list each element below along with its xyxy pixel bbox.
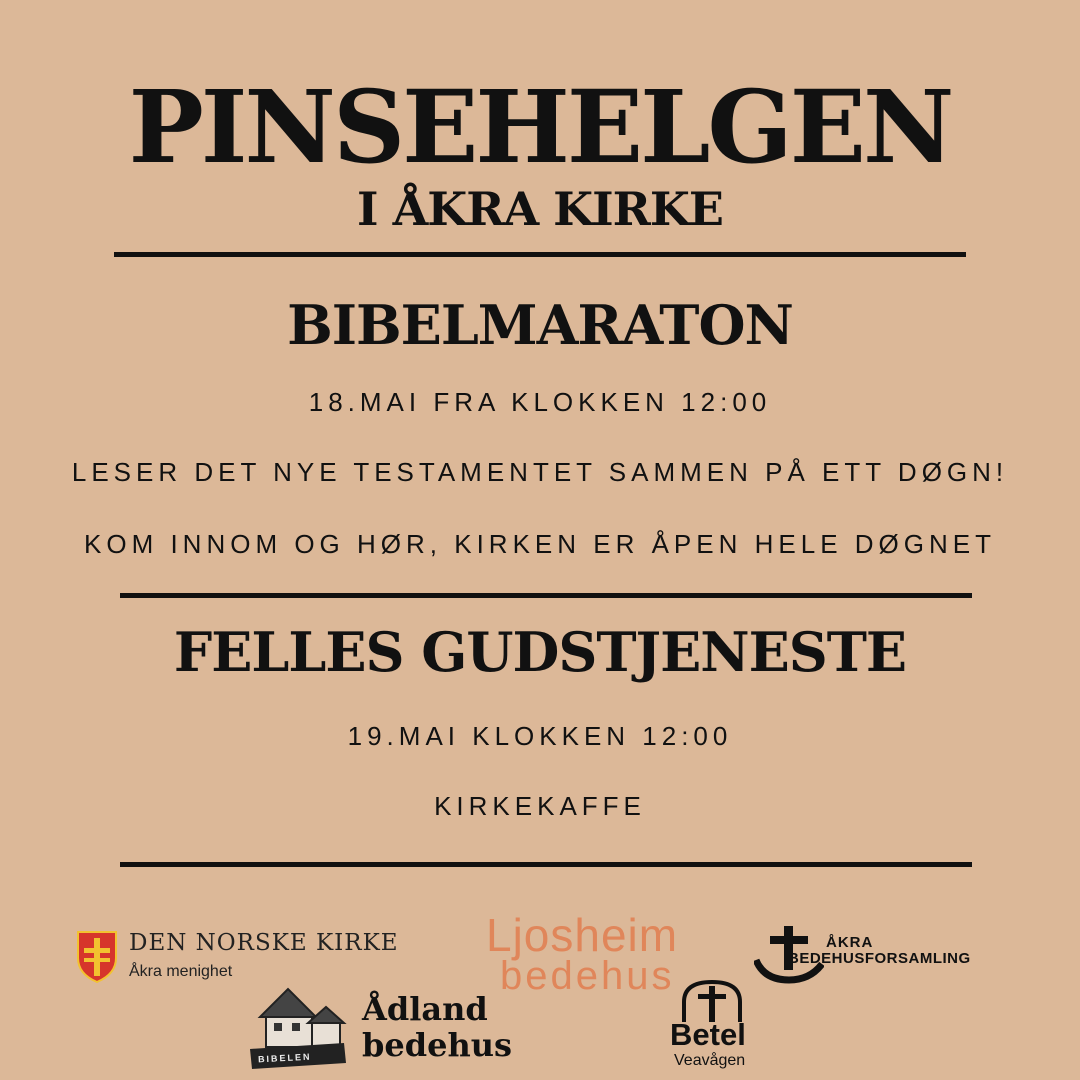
church-shield-icon bbox=[76, 930, 118, 984]
logo-ljosheim-line2: bedehus bbox=[500, 954, 675, 998]
page-subtitle: I ÅKRA KIRKE bbox=[357, 182, 723, 236]
section2-line-date: 19.MAI KLOKKEN 12:00 bbox=[347, 721, 733, 751]
logo-dnk-sub: Åkra menighet bbox=[129, 963, 233, 980]
logo-adland bbox=[248, 983, 513, 1075]
logo-ljosheim bbox=[486, 910, 686, 1000]
section-heading-bibelmaraton: BIBELMARATON bbox=[287, 293, 793, 357]
logo-ljosheim-line1: Ljosheim bbox=[486, 909, 679, 961]
divider-middle bbox=[120, 593, 972, 598]
logo-adland-line2: bedehus bbox=[362, 1026, 513, 1064]
logo-betel bbox=[668, 978, 768, 1074]
section1-line-date: 18.MAI FRA KLOKKEN 12:00 bbox=[308, 387, 772, 417]
logo-dnk-name: DEN NORSKE KIRKE bbox=[129, 930, 399, 956]
section1-line-reading: LESER DET NYE TESTAMENTET SAMMEN PÅ ETT DØGN! bbox=[71, 457, 1009, 487]
logo-den-norske-kirke bbox=[76, 930, 399, 990]
logo-adland-banner: BIBELEN bbox=[257, 1051, 312, 1065]
logo-akra-bedehusforsamling bbox=[754, 924, 984, 984]
section1-line-open: KOM INNOM OG HØR, KIRKEN ER ÅPEN HELE DØGNET bbox=[84, 529, 996, 559]
logo-betel-line1: Betel bbox=[670, 1017, 746, 1052]
logo-betel-line2: Veavågen bbox=[674, 1052, 746, 1069]
logo-adland-line1: Ådland bbox=[362, 990, 488, 1028]
divider-bottom bbox=[120, 862, 972, 867]
section-heading-gudstjeneste: FELLES GUDSTJENESTE bbox=[173, 620, 907, 684]
section2-line-kaffe: KIRKEKAFFE bbox=[434, 791, 646, 821]
divider-top bbox=[114, 252, 966, 257]
logo-akra-line2: BEDEHUSFORSAMLING bbox=[788, 950, 971, 967]
page-title: PINSEHELGEN bbox=[128, 68, 952, 186]
logo-akra-line1: ÅKRA bbox=[826, 934, 874, 951]
